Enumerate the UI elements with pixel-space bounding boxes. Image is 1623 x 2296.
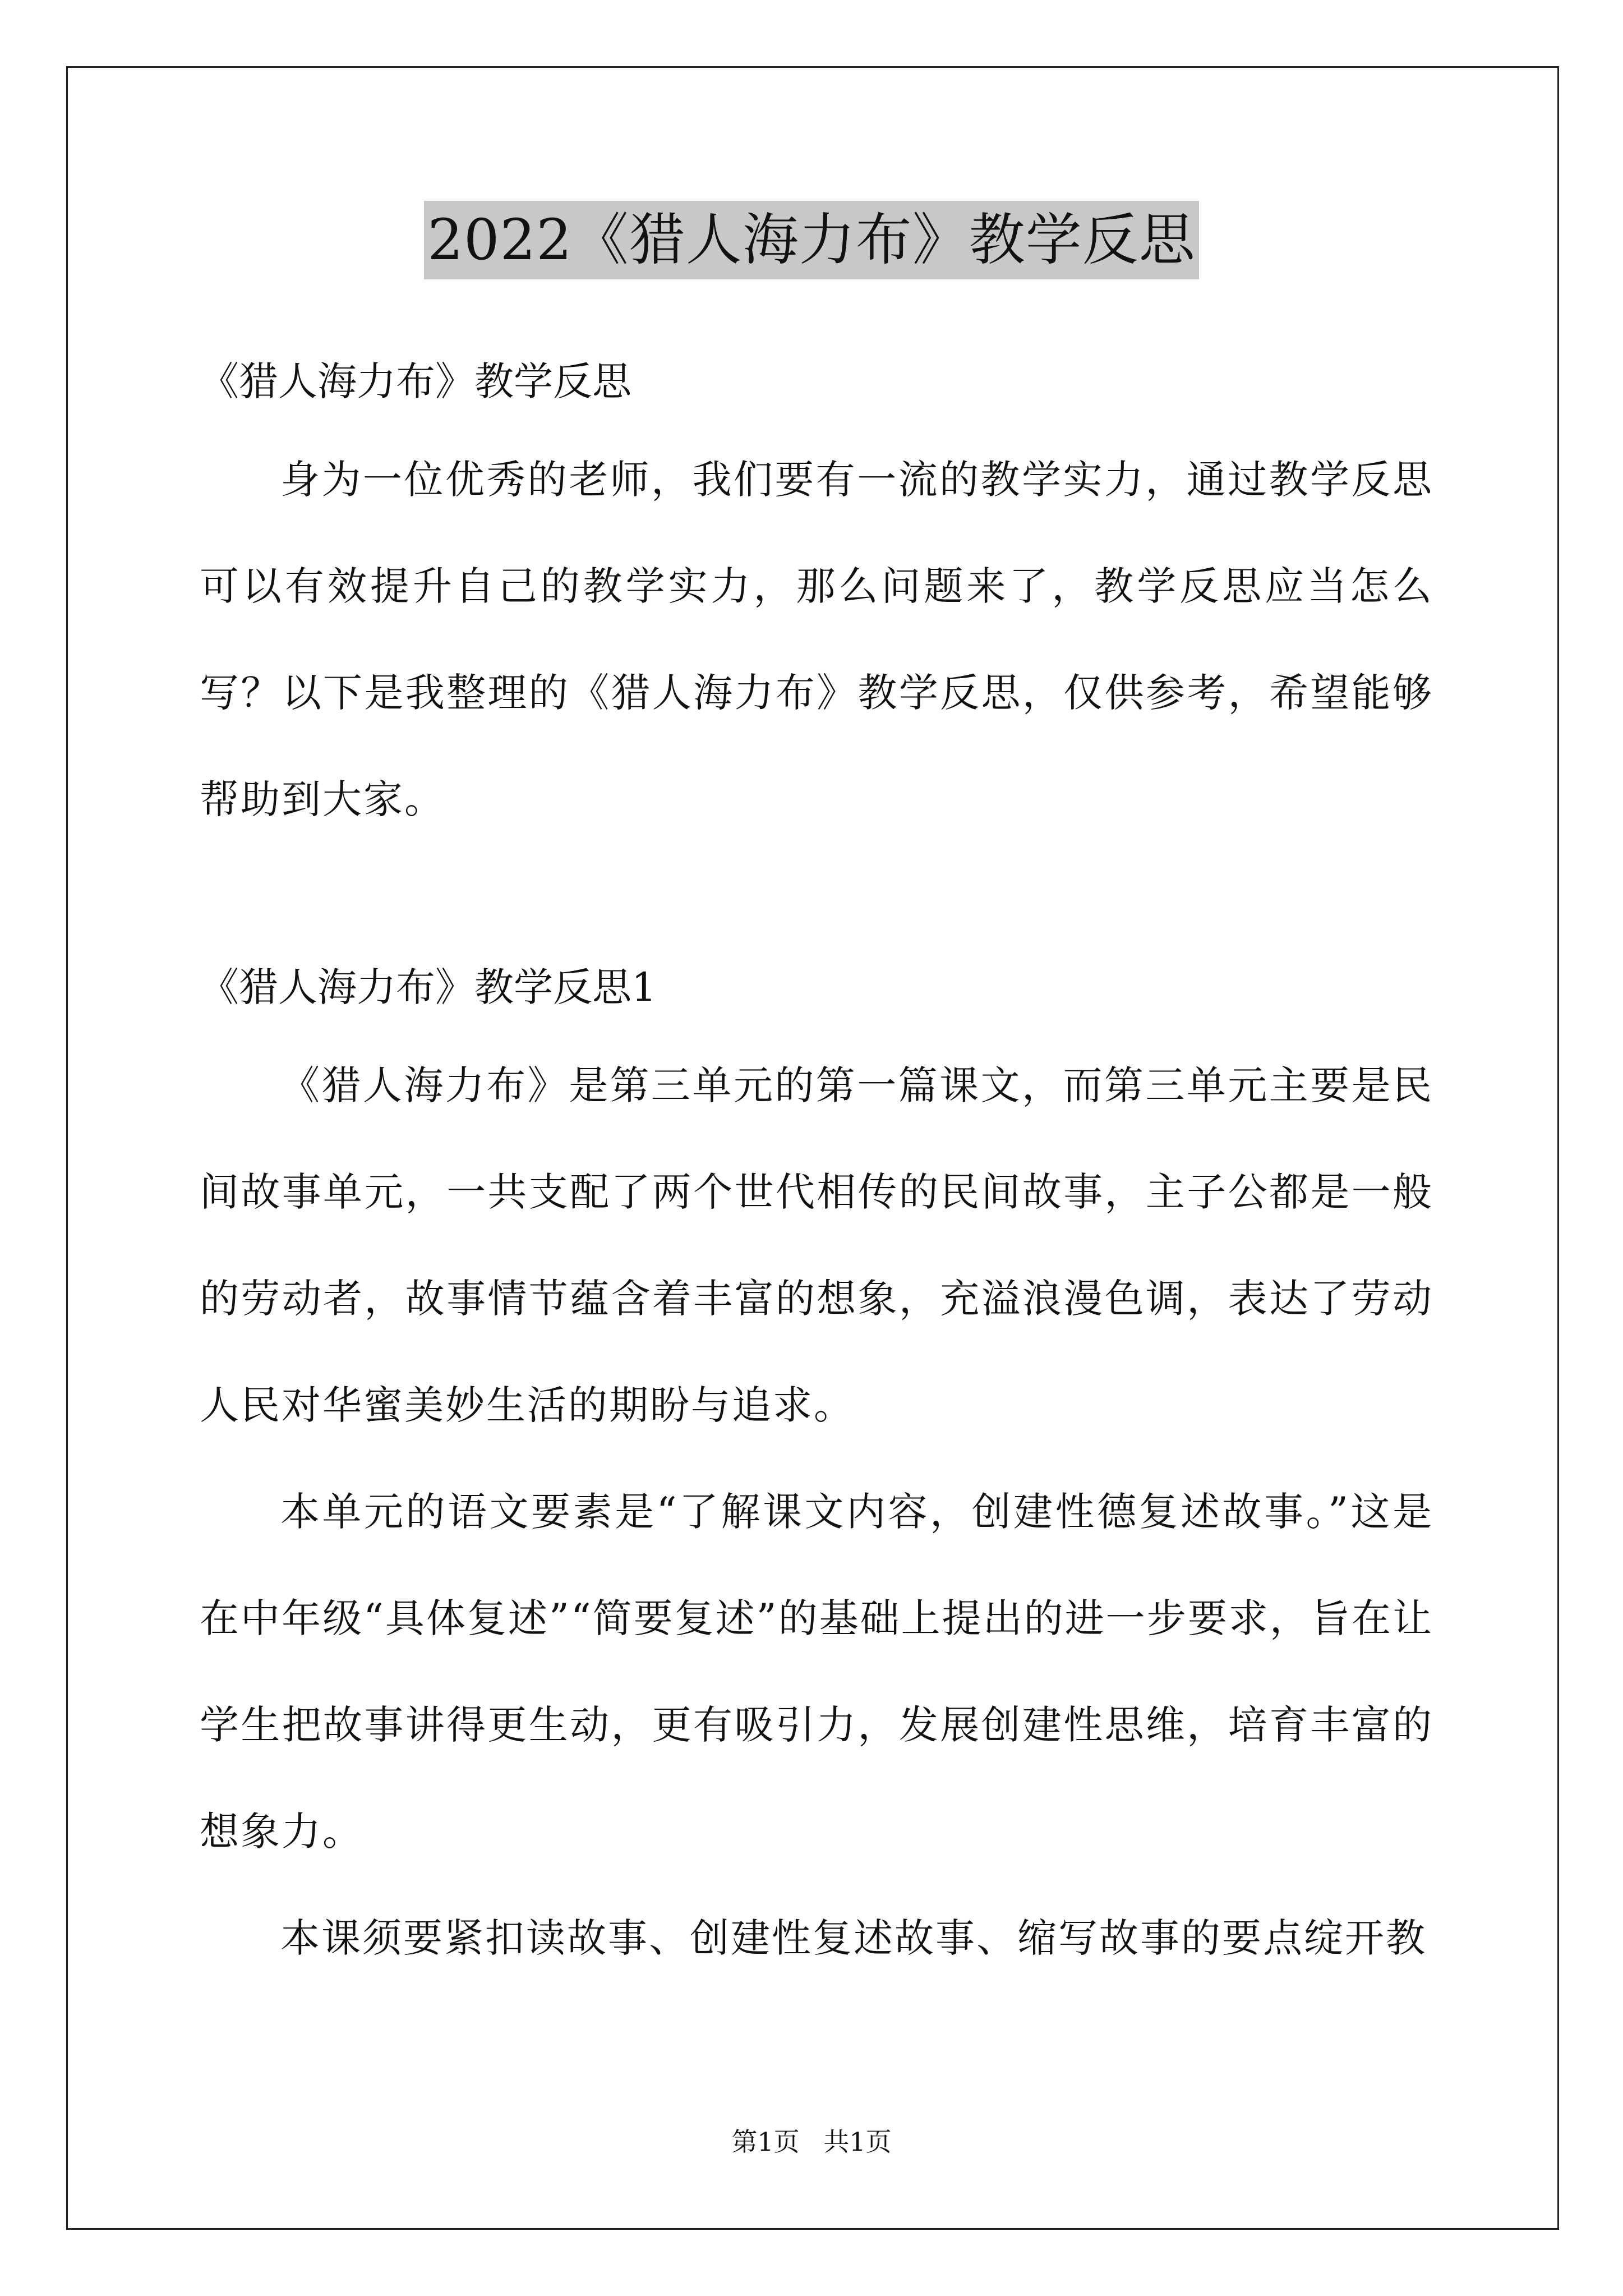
section-gap	[200, 853, 1433, 942]
title-container	[0, 201, 1623, 279]
intro-paragraph: 身为一位优秀的老师，我们要有一流的教学实力，通过教学反思可以有效提升自己的教学实力，那么问题来了，教学反思应当怎么写？以下是我整理的《猎人海力布》教学反思，仅供参考，希望能够帮助到大家。	[200, 457, 1433, 822]
page-total: 共1页	[823, 2127, 892, 2157]
section1-paragraph: 本单元的语文要素是“了解课文内容，创建性德复述故事。”这是在中年级“具体复述”“简要复述”的基础上提出的进一步要求，旨在让学生把故事讲得更生动，更有吸引力，发展创建性思维，培育丰富的想象力。	[200, 1489, 1433, 1855]
section1-heading: 《猎人海力布》教学反思1	[200, 964, 657, 1010]
page-number: 第1页	[731, 2127, 800, 2157]
section1-paragraph-block	[200, 1032, 1433, 1991]
document-body	[200, 337, 1433, 1991]
intro-paragraph-block	[200, 426, 1433, 853]
intro-heading: 《猎人海力布》教学反思	[200, 358, 631, 404]
page-footer	[0, 2125, 1623, 2159]
section1-paragraph: 《猎人海力布》是第三单元的第一篇课文，而第三单元主要是民间故事单元，一共支配了两个世代相传的民间故事，主子公都是一般的劳动者，故事情节蕴含着丰富的想象，充溢浪漫色调，表达了劳动人民对华蜜美妙生活的期盼与追求。	[200, 1062, 1433, 1428]
section1-paragraph: 本课须要紧扣读故事、创建性复述故事、缩写故事的要点绽开教	[280, 1915, 1427, 1961]
document-title: 2022《猎人海力布》教学反思	[424, 201, 1199, 279]
